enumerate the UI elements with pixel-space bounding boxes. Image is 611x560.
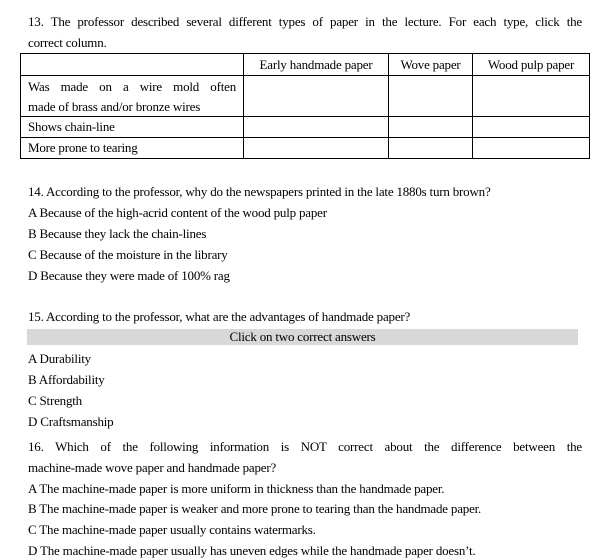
cell-chain-line-wood-pulp[interactable] — [473, 117, 590, 138]
cell-chain-line-wove[interactable] — [389, 117, 473, 138]
q16-option-d[interactable]: D The machine-made paper usually has uneven edges while the handmade paper doesn’t. — [28, 543, 476, 558]
q16-option-b[interactable]: B The machine-made paper is weaker and more prone to tearing than the handmade paper. — [28, 501, 482, 516]
q15-option-d[interactable]: D Craftsmanship — [28, 414, 114, 429]
cell-tearing-wood-pulp[interactable] — [473, 138, 590, 159]
grid-row-wire-mold — [21, 76, 590, 117]
cell-wire-mold-early-handmade[interactable] — [244, 76, 389, 117]
q15-question: 15. According to the professor, what are the advantages of handmade paper? — [28, 309, 411, 324]
grid-header-row — [21, 54, 590, 76]
q14-option-a[interactable]: A Because of the high-acrid content of the wood pulp paper — [28, 205, 327, 220]
row-label-wire-mold — [21, 76, 244, 117]
q13-question-line1: 13. The professor described several different types of paper in the lecture. For each type, click the — [28, 14, 582, 29]
column-header-early-handmade: Early handmade paper — [244, 54, 389, 76]
column-header-wood-pulp: Wood pulp paper — [473, 54, 590, 76]
q16-question-line2: machine-made wove paper and handmade paper? — [28, 460, 277, 475]
q16-option-a[interactable]: A The machine-made paper is more uniform in thickness than the handmade paper. — [28, 481, 445, 496]
row-label-wire-mold-line1: Was made on a wire mold often — [28, 79, 236, 94]
cell-tearing-wove[interactable] — [389, 138, 473, 159]
cell-tearing-early-handmade[interactable] — [244, 138, 389, 159]
grid-row-chain-line — [21, 117, 590, 138]
q15-option-a[interactable]: A Durability — [28, 351, 91, 366]
column-header-wove: Wove paper — [389, 54, 473, 76]
q15-option-c[interactable]: C Strength — [28, 393, 82, 408]
q14-question: 14. According to the professor, why do the newspapers printed in the late 1880s turn brown? — [28, 184, 491, 199]
q15-option-b[interactable]: B Affordability — [28, 372, 105, 387]
q16-question-line1: 16. Which of the following information is NOT correct about the difference between the — [28, 439, 582, 454]
q14-option-c[interactable]: C Because of the moisture in the library — [28, 247, 228, 262]
cell-wire-mold-wood-pulp[interactable] — [473, 76, 590, 117]
q15-instruction-banner: Click on two correct answers — [27, 329, 578, 345]
cell-chain-line-early-handmade[interactable] — [244, 117, 389, 138]
row-label-wire-mold-line2: made of brass and/or bronze wires — [28, 99, 201, 114]
row-label-chain-line: Shows chain-line — [21, 117, 244, 138]
q14-option-d[interactable]: D Because they were made of 100% rag — [28, 268, 230, 283]
row-label-tearing: More prone to tearing — [21, 138, 244, 159]
q13-answer-grid — [20, 53, 590, 159]
q13-question-line2: correct column. — [28, 35, 107, 50]
grid-corner-cell — [21, 54, 244, 76]
q14-option-b[interactable]: B Because they lack the chain-lines — [28, 226, 207, 241]
grid-row-tearing — [21, 138, 590, 159]
q16-option-c[interactable]: C The machine-made paper usually contains watermarks. — [28, 522, 316, 537]
cell-wire-mold-wove[interactable] — [389, 76, 473, 117]
